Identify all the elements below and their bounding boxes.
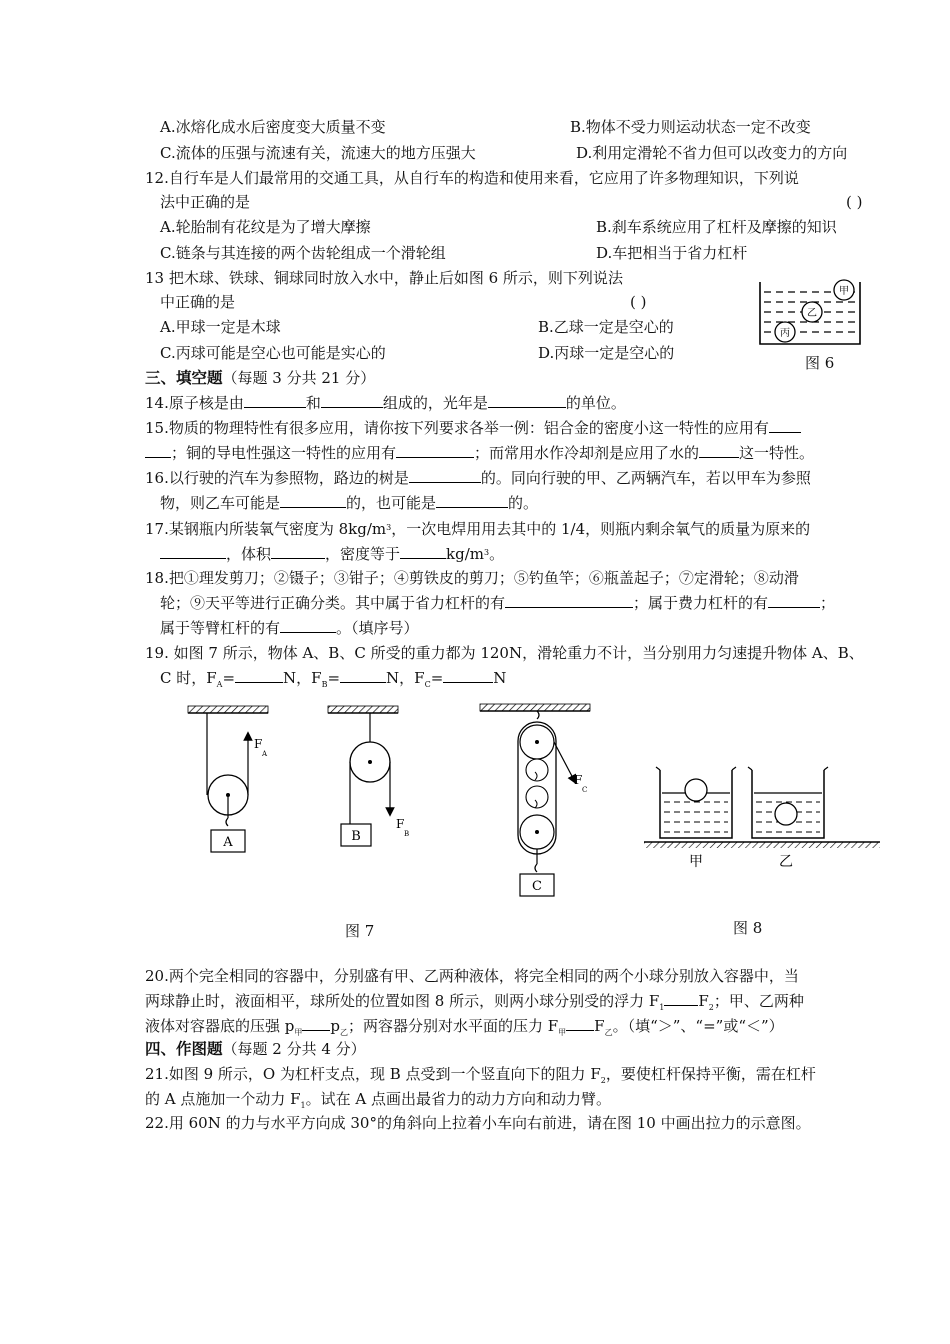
fig7-force-a-sub: A: [262, 750, 268, 758]
q16-blank-3[interactable]: [436, 493, 508, 508]
q17-line1: [145, 518, 810, 539]
q18-blank-1[interactable]: [505, 593, 633, 608]
q18-blank-3[interactable]: [280, 618, 336, 633]
q20-text-4: 液体对容器底的压强 p: [145, 1017, 295, 1035]
q16-text-3: 物，则乙车可能是: [160, 494, 281, 512]
fig8-label-yi: 乙: [779, 854, 793, 870]
q17-blank-3[interactable]: [400, 544, 446, 559]
q21-line2: [145, 1089, 611, 1116]
figure-8: [640, 762, 890, 872]
q20-sub-yi: 乙: [339, 1028, 348, 1037]
q20-sub-1: 1: [659, 1003, 665, 1012]
section-3-note: （每题 3 分共 21 分）: [222, 369, 376, 387]
q15-line2: [145, 443, 814, 463]
q19-text-6: =: [430, 669, 444, 687]
section-3-header: [145, 368, 375, 388]
fig6-ball-bing-label: 丙: [780, 328, 790, 339]
q21-text-3: 的 A 点施加一个动力 F: [145, 1090, 301, 1108]
q19-text-5: N，F: [386, 669, 425, 687]
q20-text-7: F: [594, 1017, 605, 1035]
q19-text-4: =: [327, 669, 341, 687]
q18-text-2: ；属于费力杠杆的有: [633, 594, 769, 612]
q17-blank-1[interactable]: [160, 544, 226, 559]
q17-text-6: 。: [489, 545, 505, 563]
q18-text-5: 。（填序号）: [336, 619, 419, 637]
fig7-force-b-sub: B: [404, 830, 410, 838]
q20-blank-2[interactable]: [302, 1016, 330, 1031]
q19-sub-a: A: [216, 680, 223, 689]
q15-text-2: ；铜的导电性强这一特性的应用有: [171, 444, 397, 462]
q12-option-b: B.刹车系统应用了杠杆及摩擦的知识: [596, 218, 837, 236]
q14-blank-3[interactable]: [488, 393, 566, 408]
q15-text-4: 这一特性。: [739, 444, 815, 462]
q12-option-d: D.车把相当于省力杠杆: [596, 244, 748, 262]
fig6-ball-jia-label: 甲: [839, 286, 849, 297]
q13-answer-paren: ( ): [630, 293, 647, 311]
q14-text-3: 组成的，光年是: [382, 394, 488, 412]
q15-blank-1b[interactable]: [145, 443, 171, 458]
figure-7: [180, 700, 620, 910]
section-4-title: 四、作图题: [145, 1040, 223, 1058]
q20-text-1: 两球静止时，液面相平，球所处的位置如图 8 所示，则两小球分别受的浮力 F: [145, 992, 660, 1010]
q18-text-3: ；: [820, 594, 836, 612]
q21-sub-2: 2: [600, 1076, 606, 1085]
q21-text-1: 21.如图 9 所示，O 为杠杆支点，现 B 点受到一个竖直向下的阻力 F: [145, 1065, 601, 1083]
q17-text-4: ，密度等于: [325, 545, 401, 563]
q20-text-5: p: [330, 1017, 340, 1035]
q12-option-a: A.轮胎制有花纹是为了增大摩擦: [160, 218, 371, 236]
q18-line1: 18.把①理发剪刀；②镊子；③钳子；④剪铁皮的剪刀；⑤钓鱼竿；⑥瓶盖起子；⑦定滑轮；⑧动滑: [145, 569, 799, 587]
q20-sub-2: 2: [708, 1003, 714, 1012]
q19-blank-fb[interactable]: [340, 668, 386, 683]
q18-text-4: 属于等臂杠杆的有: [160, 619, 281, 637]
q16-line2: [160, 493, 538, 513]
q14-blank-1[interactable]: [244, 393, 306, 408]
q18-line3: [160, 618, 419, 638]
fig7-block-b-label: B: [351, 829, 361, 844]
q19-line2: [160, 668, 506, 695]
q21-text-4: 。试在 A 点画出最省力的动力方向和动力臂。: [305, 1090, 612, 1108]
q13-stem-line1: 13 把木球、铁球、铜球同时放入水中，静止后如图 6 所示，则下列说法: [145, 269, 623, 287]
q17-line2: [160, 543, 504, 564]
q18-blank-2[interactable]: [768, 593, 820, 608]
q20-text-2: F: [698, 992, 709, 1010]
q20-line1: 20.两个完全相同的容器中，分别盛有甲、乙两种液体，将完全相同的两个小球分别放入容器中，当: [145, 967, 799, 985]
q16-text-5: 的。: [508, 494, 539, 512]
q16-text-4: 的，也可能是: [346, 494, 437, 512]
fig8-label-jia: 甲: [689, 854, 703, 870]
q14-text-4: 的单位。: [565, 394, 626, 412]
q19-blank-fa[interactable]: [235, 668, 283, 683]
q19-line1: 19. 如图 7 所示，物体 A、B、C 所受的重力都为 120N，滑轮重力不计，当分别用力匀速提升物体 A、B、: [145, 644, 864, 662]
q17-text-1: 17.某钢瓶内所装氧气密度为 8kg/m: [145, 520, 387, 538]
q15-blank-3[interactable]: [699, 443, 739, 458]
q15-blank-2[interactable]: [396, 443, 474, 458]
fig7-force-c-sub: C: [582, 786, 588, 794]
q18-line2: [160, 593, 835, 613]
q13-option-b: B.乙球一定是空心的: [538, 318, 674, 336]
q13-option-c: C.丙球可能是空心也可能是实心的: [160, 344, 386, 362]
q19-text-2: =: [222, 669, 236, 687]
q20-sub-jia-2: 甲: [558, 1028, 567, 1037]
q17-blank-2[interactable]: [271, 544, 325, 559]
q20-text-6: ；两容器分别对水平面的压力 F: [347, 1017, 559, 1035]
q14-blank-2[interactable]: [321, 393, 383, 408]
q15-text-1: 15.物质的物理特性有很多应用，请你按下列要求各举一例：铝合金的密度小这一特性的应用有: [145, 419, 769, 437]
q14-text-1: 14.原子核是由: [145, 394, 244, 412]
q19-text-7: N: [493, 669, 507, 687]
q19-sub-c: C: [424, 680, 431, 689]
q16-text-1: 16.以行驶的汽车为参照物，路边的树是: [145, 469, 409, 487]
q17-text-2: ，一次电焊用用去其中的 1/4，则瓶内剩余氧气的质量为原来的: [391, 520, 811, 538]
q16-blank-1[interactable]: [409, 468, 481, 483]
q14: [145, 393, 626, 413]
q19-text-3: N，F: [283, 669, 322, 687]
q13-option-d: D.丙球一定是空心的: [538, 344, 675, 362]
q11-option-b: B.物体不受力则运动状态一定不改变: [570, 118, 811, 136]
q17-unit-sup-2: 3: [484, 548, 490, 557]
q12-answer-paren: ( ): [846, 193, 863, 211]
q19-text-1: C 时，F: [160, 669, 217, 687]
q19-blank-fc[interactable]: [443, 668, 493, 683]
q11-option-a: A.冰熔化成水后密度变大质量不变: [160, 118, 386, 136]
fig7-block-a-label: A: [223, 835, 233, 850]
q16-line1: [145, 468, 811, 488]
q12-stem-line1: 12.自行车是人们最常用的交通工具，从自行车的构造和使用来看，它应用了许多物理知识，下列说: [145, 169, 799, 187]
q20-blank-1[interactable]: [664, 991, 698, 1006]
q18-text-1: 轮；⑨天平等进行正确分类。其中属于省力杠杆的有: [160, 594, 506, 612]
q21-sub-1: 1: [300, 1101, 306, 1110]
section-3-title: 三、填空题: [145, 369, 223, 387]
q17-unit-sup-1: 3: [386, 523, 392, 532]
q17-text-5: kg/m: [446, 545, 484, 563]
q16-text-2: 的。同向行驶的甲、乙两辆汽车，若以甲车为参照: [480, 469, 811, 487]
q11-option-c: C.流体的压强与流速有关，流速大的地方压强大: [160, 144, 476, 162]
q13-stem-line2: 中正确的是: [160, 293, 236, 311]
q15-text-3: ；而常用水作冷却剂是应用了水的: [474, 444, 700, 462]
q15-line1: [145, 418, 801, 438]
q20-line2: [145, 991, 804, 1018]
q17-text-3: ，体积: [226, 545, 272, 563]
q20-sub-jia: 甲: [294, 1028, 303, 1037]
q12-stem-line2: 法中正确的是: [160, 193, 251, 211]
fig7-caption: 图 7: [345, 922, 375, 940]
q12-option-c: C.链条与其连接的两个齿轮组成一个滑轮组: [160, 244, 446, 262]
fig6-ball-yi-label: 乙: [807, 308, 817, 319]
q20-text-8: 。（填“＞”、“=”或“＜”）: [612, 1017, 784, 1035]
q20-blank-3[interactable]: [566, 1016, 594, 1031]
fig7-force-b-letter: F: [396, 817, 405, 831]
q19-sub-b: B: [321, 680, 328, 689]
q16-blank-2[interactable]: [280, 493, 346, 508]
fig7-force-c-letter: F: [574, 773, 583, 787]
fig7-force-a-letter: F: [254, 737, 263, 751]
q13-option-a: A.甲球一定是木球: [160, 318, 281, 336]
q21-line1: [145, 1064, 816, 1091]
q15-blank-1a[interactable]: [769, 418, 801, 433]
section-4-header: [145, 1039, 366, 1059]
q11-option-d: D.利用定滑轮不省力但可以改变力的方向: [576, 144, 848, 162]
q14-text-2: 和: [305, 394, 321, 412]
fig8-caption: 图 8: [733, 919, 763, 937]
section-4-note: （每题 2 分共 4 分）: [222, 1040, 366, 1058]
q21-text-2: ，要使杠杆保持平衡，需在杠杆: [605, 1065, 816, 1083]
q20-text-3: ；甲、乙两种: [713, 992, 804, 1010]
fig7-block-c-label: C: [532, 879, 542, 894]
fig6-caption: 图 6: [805, 354, 835, 372]
q22-line1: 22.用 60N 的力与水平方向成 30°的角斜向上拉着小车向右前进，请在图 10 中画出拉力的示意图。: [145, 1114, 811, 1132]
q20-sub-yi-2: 乙: [604, 1028, 613, 1037]
